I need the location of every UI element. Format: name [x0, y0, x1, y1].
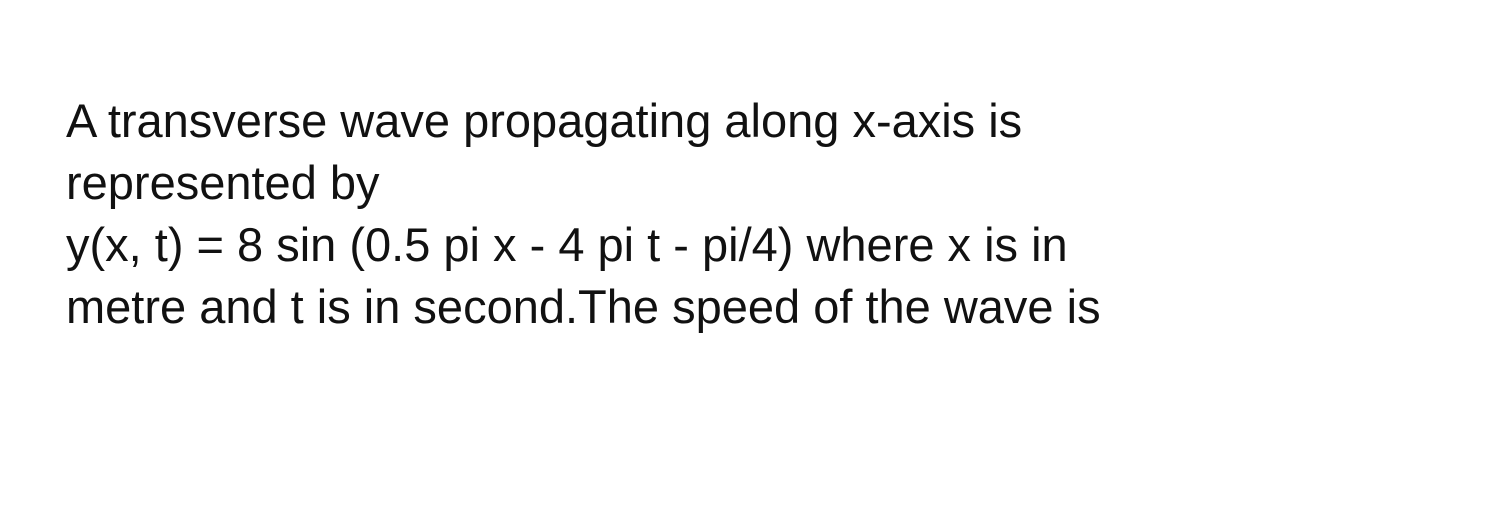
- question-line-1: A transverse wave propagating along x-axis is: [66, 94, 1023, 147]
- question-line-2: represented by: [66, 156, 380, 209]
- question-line-3: y(x, t) = 8 sin (0.5 pi x - 4 pi t - pi/4) where x is in: [66, 218, 1068, 271]
- question-text: [66, 90, 1466, 338]
- question-line-4: metre and t is in second.The speed of the wave is: [66, 280, 1101, 333]
